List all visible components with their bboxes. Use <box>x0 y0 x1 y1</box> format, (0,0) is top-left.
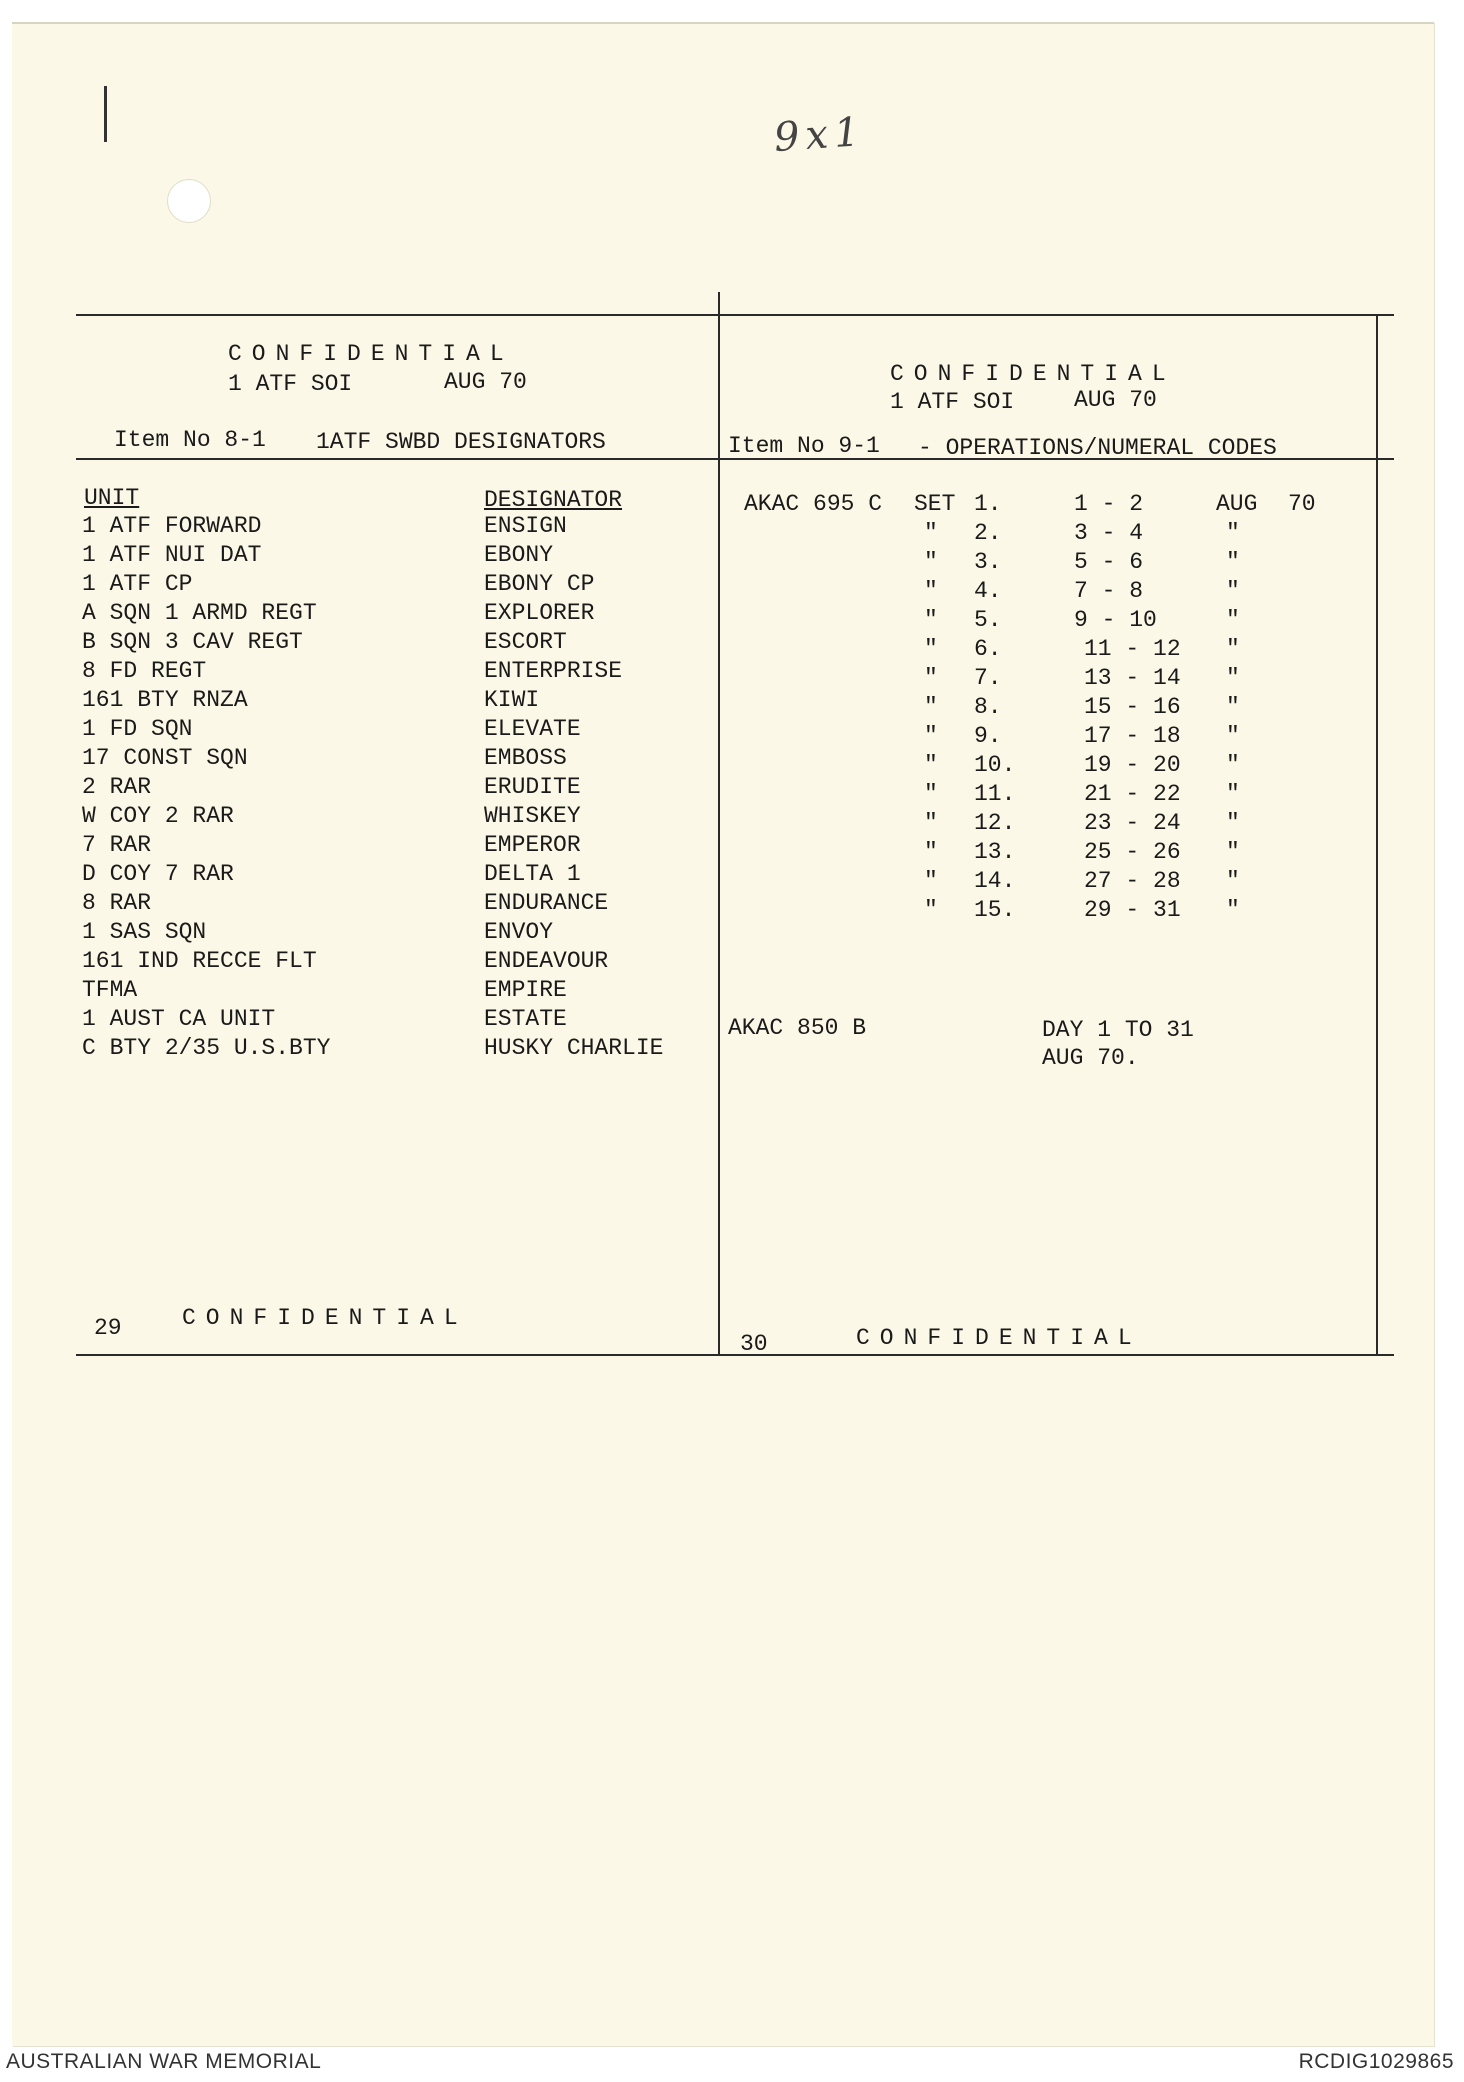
set-number: 5. <box>974 607 1002 633</box>
set-number: 12. <box>974 810 1016 836</box>
set-month: " <box>1226 781 1240 807</box>
designator-cell: WHISKEY <box>484 803 581 829</box>
set-number: 11. <box>974 781 1016 807</box>
set-number: 2. <box>974 520 1002 546</box>
set-label: " <box>924 868 938 894</box>
set-number: 7. <box>974 665 1002 691</box>
table-row <box>12 599 718 627</box>
list-item <box>718 606 1376 634</box>
designator-cell: ENTERPRISE <box>484 658 623 684</box>
set-days: 3 - 4 <box>1074 520 1144 546</box>
left-date: AUG 70 <box>444 369 527 395</box>
list-item <box>718 664 1376 692</box>
list-item <box>718 490 1376 518</box>
set-month: " <box>1226 810 1240 836</box>
table-row <box>12 802 718 830</box>
set-label: " <box>924 781 938 807</box>
unit-cell: 1 AUST CA UNIT <box>82 1006 276 1032</box>
designator-cell: ENDURANCE <box>484 890 609 916</box>
designator-cell: DELTA 1 <box>484 861 581 887</box>
list-item <box>718 809 1376 837</box>
set-days: 17 - 18 <box>1084 723 1181 749</box>
set-days: 15 - 16 <box>1084 694 1181 720</box>
list-item <box>718 838 1376 866</box>
right-border <box>1376 314 1378 1356</box>
left-item-title: 1ATF SWBD DESIGNATORS <box>316 429 606 455</box>
unit-cell: W COY 2 RAR <box>82 803 234 829</box>
set-label: " <box>924 520 938 546</box>
list-item <box>718 693 1376 721</box>
set-number: 1. <box>974 491 1002 517</box>
list-item <box>718 867 1376 895</box>
designator-cell: ELEVATE <box>484 716 581 742</box>
set-month: " <box>1226 752 1240 778</box>
right-item-no: Item No 9-1 <box>728 433 880 459</box>
unit-cell: TFMA <box>82 977 138 1003</box>
document-page <box>12 22 1434 2046</box>
set-month: " <box>1226 723 1240 749</box>
set-month: " <box>1226 665 1240 691</box>
code-akac-850b: AKAC 850 B <box>728 1015 867 1041</box>
set-label: " <box>924 636 938 662</box>
set-month: " <box>1226 897 1240 923</box>
unit-cell: D COY 7 RAR <box>82 861 234 887</box>
table-row <box>12 860 718 888</box>
set-days: 23 - 24 <box>1084 810 1181 836</box>
set-days: 27 - 28 <box>1084 868 1181 894</box>
set-month: " <box>1226 549 1240 575</box>
designator-cell: EBONY <box>484 542 554 568</box>
list-item <box>718 751 1376 779</box>
table-row <box>12 686 718 714</box>
set-days: 1 - 2 <box>1074 491 1144 517</box>
list-item <box>718 635 1376 663</box>
designator-cell: ERUDITE <box>484 774 581 800</box>
unit-cell: B SQN 3 CAV REGT <box>82 629 303 655</box>
table-row <box>12 715 718 743</box>
col-unit-header: UNIT <box>84 485 140 511</box>
set-month: " <box>1226 694 1240 720</box>
code-akac-695c: AKAC 695 C <box>744 491 883 517</box>
designator-cell: ESCORT <box>484 629 567 655</box>
list-item <box>718 577 1376 605</box>
set-label: " <box>924 810 938 836</box>
set-days: 19 - 20 <box>1084 752 1181 778</box>
set-month: AUG <box>1216 491 1258 517</box>
table-row <box>12 889 718 917</box>
col-designator-header: DESIGNATOR <box>484 487 623 513</box>
table-row <box>12 976 718 1004</box>
set-label: " <box>924 839 938 865</box>
code2-days: DAY 1 TO 31 <box>1042 1017 1194 1043</box>
designator-cell: EMBOSS <box>484 745 567 771</box>
list-item <box>718 896 1376 924</box>
unit-cell: 7 RAR <box>82 832 152 858</box>
set-days: 29 - 31 <box>1084 897 1181 923</box>
list-item <box>718 548 1376 576</box>
designator-cell: EMPEROR <box>484 832 581 858</box>
table-row <box>12 512 718 540</box>
set-label: " <box>924 549 938 575</box>
set-label: " <box>924 723 938 749</box>
table-row <box>12 831 718 859</box>
set-number: 4. <box>974 578 1002 604</box>
designator-cell: HUSKY CHARLIE <box>484 1035 664 1061</box>
designator-cell: ENSIGN <box>484 513 567 539</box>
right-date: AUG 70 <box>1074 387 1157 413</box>
archive-id: RCDIG1029865 <box>1298 2050 1454 2073</box>
set-number: 8. <box>974 694 1002 720</box>
set-label: " <box>924 578 938 604</box>
unit-cell: 1 FD SQN <box>82 716 193 742</box>
list-item <box>718 780 1376 808</box>
table-row <box>12 541 718 569</box>
left-footer-classification: CONFIDENTIAL <box>182 1305 468 1331</box>
unit-cell: 17 CONST SQN <box>82 745 248 771</box>
right-page-number: 30 <box>740 1331 768 1357</box>
archive-source: AUSTRALIAN WAR MEMORIAL <box>6 2050 322 2073</box>
code2-month: AUG 70. <box>1042 1045 1139 1071</box>
set-label: " <box>924 607 938 633</box>
unit-cell: 8 RAR <box>82 890 152 916</box>
set-number: 14. <box>974 868 1016 894</box>
punch-hole <box>167 179 211 223</box>
handwritten-note: 9x1 <box>772 108 867 162</box>
table-row <box>12 657 718 685</box>
set-days: 11 - 12 <box>1084 636 1181 662</box>
set-label: " <box>924 694 938 720</box>
table-row <box>12 918 718 946</box>
set-days: 13 - 14 <box>1084 665 1181 691</box>
set-number: 15. <box>974 897 1016 923</box>
numeral-code-sets <box>718 490 1376 940</box>
unit-cell: 2 RAR <box>82 774 152 800</box>
set-number: 13. <box>974 839 1016 865</box>
unit-cell: 161 IND RECCE FLT <box>82 948 317 974</box>
designator-cell: ENDEAVOUR <box>484 948 609 974</box>
unit-cell: 1 SAS SQN <box>82 919 207 945</box>
unit-cell: 1 ATF NUI DAT <box>82 542 262 568</box>
set-year: 70 <box>1288 491 1316 517</box>
right-classification: CONFIDENTIAL <box>890 361 1176 387</box>
set-label: SET <box>914 491 956 517</box>
unit-cell: 8 FD REGT <box>82 658 207 684</box>
table-row <box>12 947 718 975</box>
table-row <box>12 773 718 801</box>
set-days: 25 - 26 <box>1084 839 1181 865</box>
set-days: 9 - 10 <box>1074 607 1157 633</box>
table-row <box>12 1034 718 1062</box>
set-days: 5 - 6 <box>1074 549 1144 575</box>
designator-cell: EMPIRE <box>484 977 567 1003</box>
right-footer-classification: CONFIDENTIAL <box>856 1325 1142 1351</box>
set-label: " <box>924 897 938 923</box>
list-item <box>718 519 1376 547</box>
table-bottom-border <box>76 1354 1394 1356</box>
pencil-mark <box>104 86 107 142</box>
set-number: 3. <box>974 549 1002 575</box>
table-row <box>12 744 718 772</box>
designator-cell: KIWI <box>484 687 540 713</box>
unit-cell: C BTY 2/35 U.S.BTY <box>82 1035 331 1061</box>
set-month: " <box>1226 636 1240 662</box>
unit-cell: 1 ATF FORWARD <box>82 513 262 539</box>
unit-cell: A SQN 1 ARMD REGT <box>82 600 317 626</box>
set-month: " <box>1226 868 1240 894</box>
set-month: " <box>1226 520 1240 546</box>
left-item-no: Item No 8-1 <box>114 427 266 453</box>
right-item-title: - OPERATIONS/NUMERAL CODES <box>918 435 1277 461</box>
right-soi: 1 ATF SOI <box>890 389 1015 415</box>
list-item <box>718 722 1376 750</box>
set-days: 21 - 22 <box>1084 781 1181 807</box>
designator-cell: EXPLORER <box>484 600 595 626</box>
table-row <box>12 570 718 598</box>
set-label: " <box>924 752 938 778</box>
unit-cell: 161 BTY RNZA <box>82 687 248 713</box>
set-month: " <box>1226 607 1240 633</box>
left-page-number: 29 <box>94 1315 122 1341</box>
designator-list <box>12 512 718 1072</box>
set-number: 6. <box>974 636 1002 662</box>
set-label: " <box>924 665 938 691</box>
set-number: 10. <box>974 752 1016 778</box>
designator-cell: EBONY CP <box>484 571 595 597</box>
left-classification: CONFIDENTIAL <box>228 341 514 367</box>
set-month: " <box>1226 578 1240 604</box>
designator-cell: ENVOY <box>484 919 554 945</box>
table-top-border <box>76 314 1394 316</box>
set-month: " <box>1226 839 1240 865</box>
designator-cell: ESTATE <box>484 1006 567 1032</box>
set-days: 7 - 8 <box>1074 578 1144 604</box>
set-number: 9. <box>974 723 1002 749</box>
table-row <box>12 1005 718 1033</box>
left-soi: 1 ATF SOI <box>228 371 353 397</box>
table-row <box>12 628 718 656</box>
unit-cell: 1 ATF CP <box>82 571 193 597</box>
